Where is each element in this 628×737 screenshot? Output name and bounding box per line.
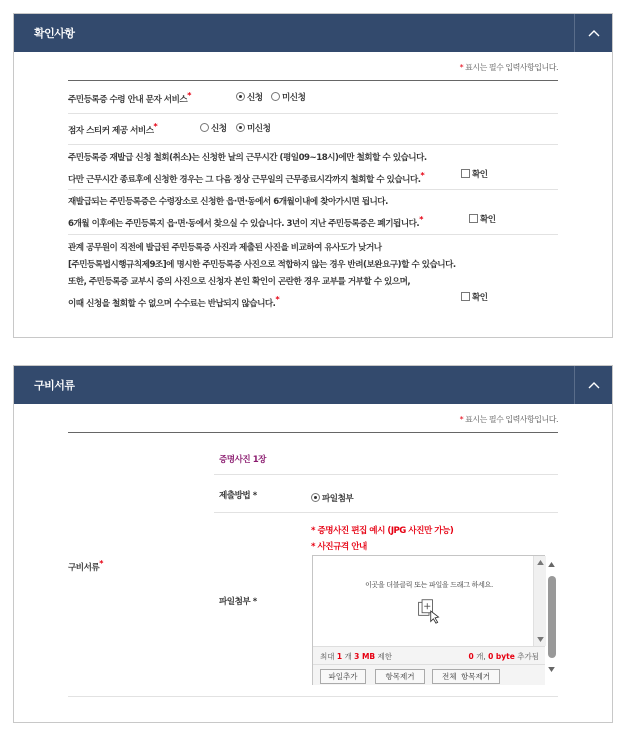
braille-apply-radio[interactable]: 신청 (200, 122, 227, 134)
remove-item-button[interactable]: 항목제거 (375, 669, 425, 684)
radio-icon (271, 92, 280, 101)
radio-icon (200, 123, 209, 132)
scroll-down-icon (548, 667, 555, 672)
docs-collapse-button[interactable] (574, 366, 612, 404)
radio-checked-icon (236, 123, 245, 132)
docs-panel (13, 365, 613, 723)
scroll-down-icon (537, 637, 544, 642)
upload-limit-info: 최대 1 개 3 MB 제한 0 개, 0 byte 추가됨 (313, 646, 545, 664)
file-drag-icon (416, 598, 442, 624)
divider (68, 189, 558, 190)
divider (214, 474, 558, 475)
divider (214, 512, 558, 513)
required-note: * 표시는 필수 입력사항입니다. (459, 63, 558, 72)
docs-panel-header (14, 366, 612, 404)
notice-photo-confirm-checkbox[interactable]: 확인 (461, 291, 488, 303)
divider (68, 234, 558, 235)
checkbox-icon (469, 214, 478, 223)
file-uploader (312, 555, 545, 685)
notice-cancel-confirm-checkbox[interactable]: 확인 (461, 168, 488, 180)
divider (68, 144, 558, 145)
doc-title: 증명사진 1장 (219, 455, 266, 465)
drop-hint: 이곳을 더블클릭 또는 파일을 드래그 하세요. (365, 581, 493, 589)
remove-all-items-button[interactable]: 전체 항목제거 (432, 669, 500, 684)
divider (68, 696, 558, 697)
notice-pickup-confirm-checkbox[interactable]: 확인 (469, 213, 496, 225)
docs-row-label: 구비서류* (68, 559, 103, 573)
radio-checked-icon (236, 92, 245, 101)
notice-photo-text: 관계 공무원이 직전에 발급된 주민등록증 사진과 제출된 사진을 비교하여 유사도가 낮거나 [주민등록법시행규칙제9조]에 명시한 주민등록증 사진으로 적합하지 않는 경우 반려(보완요구)할 수 있습니다. 또한, 주민등록증 교부시 증의 사진으로 신청자 본인 확인이 곤란한 경우 교부를 거부할 수 있으며, 이때 신청을 철회할 수 없으며 수수료는 반납되지 않습니다.* (68, 243, 456, 309)
uploader-scrollbar[interactable] (533, 556, 546, 646)
braille-service-label: 점자 스티커 제공 서비스* (68, 122, 158, 136)
divider (68, 113, 558, 114)
file-drop-area[interactable] (313, 556, 545, 646)
checkbox-icon (461, 292, 470, 301)
docs-scrollbar[interactable] (547, 562, 557, 672)
notice-pickup-text: 재발급되는 주민등록증은 수령장소로 신청한 읍·면·동에서 6개월이내에 찾아가시면 됩니다. 6개월 이후에는 주민등록지 읍·면·동에서 찾으실 수 있습니다. 3년이 지난 주민등록증은 폐기됩니다.* (68, 197, 423, 229)
scroll-up-icon (537, 560, 544, 565)
checkbox-icon (461, 169, 470, 178)
scroll-up-icon (548, 562, 555, 567)
add-file-button[interactable]: 파일추가 (320, 669, 366, 684)
docs-panel-title: 구비서류 (34, 379, 75, 392)
scroll-thumb[interactable] (548, 576, 556, 658)
sms-apply-radio[interactable]: 신청 (236, 91, 263, 103)
chevron-up-icon (588, 29, 600, 37)
confirm-panel-title: 확인사항 (34, 27, 75, 40)
required-star-icon: * (459, 63, 464, 72)
required-note: * 표시는 필수 입력사항입니다. (459, 415, 558, 424)
confirm-panel-header (14, 14, 612, 52)
upload-button-bar (313, 664, 545, 685)
submit-method-file-radio[interactable]: 파일첨부 (311, 492, 353, 504)
chevron-up-icon (588, 381, 600, 389)
photo-spec-link[interactable]: * 사진규격 안내 (311, 542, 367, 552)
confirm-panel (13, 13, 613, 338)
confirm-collapse-button[interactable] (574, 14, 612, 52)
required-star-icon: * (459, 415, 464, 424)
sms-not-apply-radio[interactable]: 미신청 (271, 91, 305, 103)
radio-checked-icon (311, 493, 320, 502)
photo-edit-example-link[interactable]: * 증명사진 편집 예시 (JPG 사진만 가능) (311, 526, 454, 536)
divider (68, 432, 558, 433)
submit-method-label: 제출방법 * (219, 491, 257, 501)
sms-service-label: 주민등록증 수령 안내 문자 서비스* (68, 91, 191, 105)
divider (68, 80, 558, 81)
braille-not-apply-radio[interactable]: 미신청 (236, 122, 270, 134)
attach-label: 파일첨부 * (219, 597, 257, 607)
notice-cancel-text: 주민등록증 재발급 신청 철회(취소)는 신청한 날의 근무시간 (평일09~18시)에만 철회할 수 있습니다. 다만 근무시간 종료후에 신청한 경우는 그 다음 정상 근무일의 근무종료시각까지 철회할 수 있습니다.* (68, 153, 427, 185)
